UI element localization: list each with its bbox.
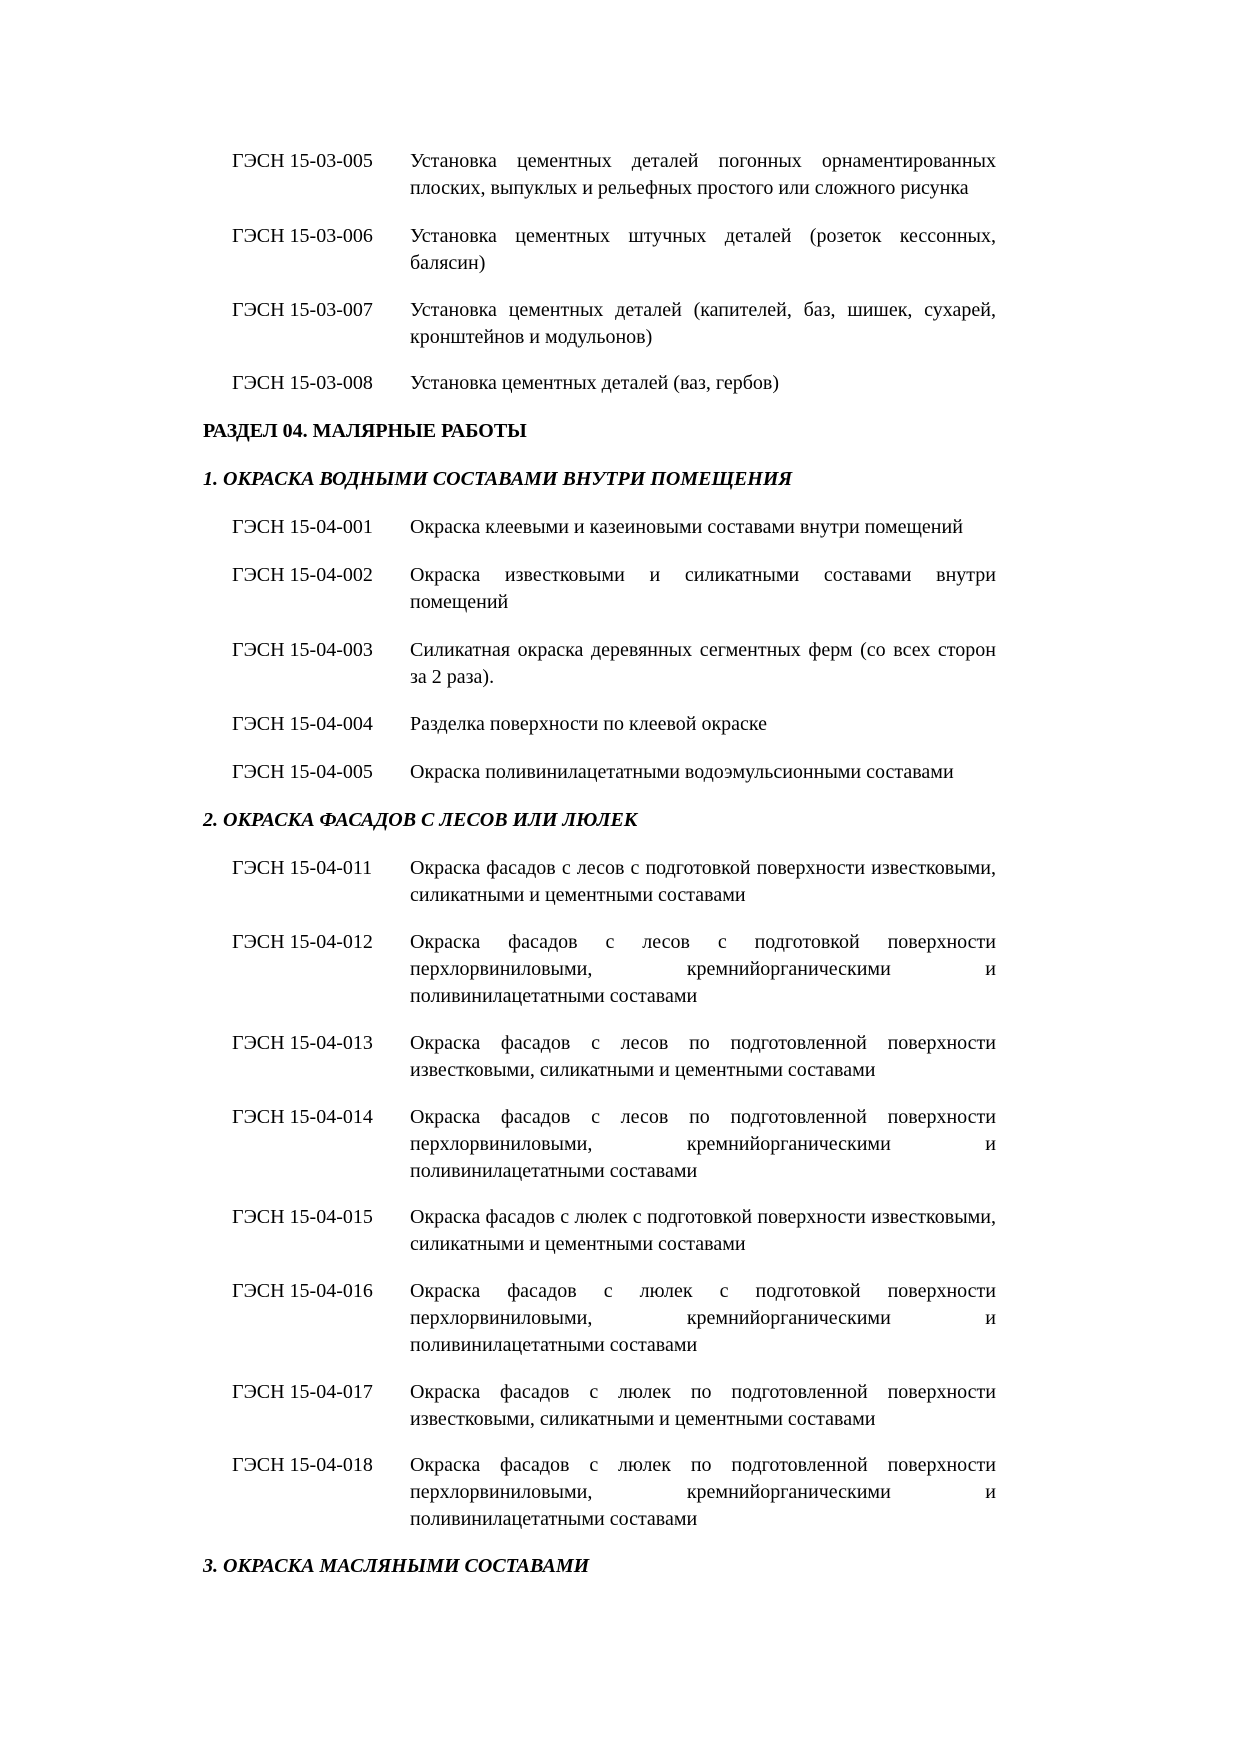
subsection-heading: 2. ОКРАСКА ФАСАДОВ С ЛЕСОВ ИЛИ ЛЮЛЕК bbox=[203, 809, 638, 831]
entry-description: Окраска фасадов с люлек по подготовленной поверхности перхлорвиниловыми, кремнийорганическими и поливинилацетатными составами bbox=[410, 1454, 996, 1530]
entry-description: Силикатная окраска деревянных сегментных ферм (со всех сторон за 2 раза). bbox=[410, 639, 996, 688]
entry-code: ГЭСН 15-03-008 bbox=[232, 372, 373, 394]
section-heading: РАЗДЕЛ 04. МАЛЯРНЫЕ РАБОТЫ bbox=[203, 420, 527, 442]
entry-code: ГЭСН 15-04-012 bbox=[232, 931, 373, 953]
entry-description: Окраска фасадов с лесов по подготовленной поверхности известковыми, силикатными и цементными составами bbox=[410, 1032, 996, 1081]
entry-description: Окраска фасадов с лесов с подготовкой поверхности перхлорвиниловыми, кремнийорганическими и поливинилацетатными составами bbox=[410, 931, 996, 1007]
entry-description: Окраска фасадов с люлек по подготовленной поверхности известковыми, силикатными и цементными составами bbox=[410, 1381, 996, 1430]
entry-code: ГЭСН 15-04-001 bbox=[232, 516, 373, 538]
entry-code: ГЭСН 15-03-005 bbox=[232, 150, 373, 172]
entry-code: ГЭСН 15-04-004 bbox=[232, 713, 373, 735]
entry-description: Установка цементных штучных деталей (розеток кессонных, балясин) bbox=[410, 225, 996, 274]
entry-code: ГЭСН 15-04-014 bbox=[232, 1106, 373, 1128]
entry-description: Установка цементных деталей (ваз, гербов) bbox=[410, 372, 779, 394]
entry-description: Установка цементных деталей (капителей, баз, шишек, сухарей, кронштейнов и модульонов) bbox=[410, 299, 996, 348]
entry-description: Установка цементных деталей погонных орнаментированных плоских, выпуклых и рельефных простого или сложного рисунка bbox=[410, 150, 996, 199]
entry-code: ГЭСН 15-04-017 bbox=[232, 1381, 373, 1403]
subsection-heading: 3. ОКРАСКА МАСЛЯНЫМИ СОСТАВАМИ bbox=[203, 1555, 590, 1577]
entry-description: Окраска поливинилацетатными водоэмульсионными составами bbox=[410, 761, 954, 783]
entry-code: ГЭСН 15-04-003 bbox=[232, 639, 373, 661]
entry-description: Окраска фасадов с люлек с подготовкой поверхности перхлорвиниловыми, кремнийорганическими и поливинилацетатными составами bbox=[410, 1280, 996, 1356]
entry-code: ГЭСН 15-04-005 bbox=[232, 761, 373, 783]
entry-code: ГЭСН 15-03-007 bbox=[232, 299, 373, 321]
entry-description: Окраска фасадов с люлек с подготовкой поверхности известковыми, силикатными и цементными составами bbox=[410, 1206, 996, 1255]
entry-code: ГЭСН 15-04-016 bbox=[232, 1280, 373, 1302]
entry-description: Окраска фасадов с лесов по подготовленной поверхности перхлорвиниловыми, кремнийорганическими и поливинилацетатными составами bbox=[410, 1106, 996, 1182]
entry-code: ГЭСН 15-04-018 bbox=[232, 1454, 373, 1476]
entry-code: ГЭСН 15-03-006 bbox=[232, 225, 373, 247]
entry-description: Окраска известковыми и силикатными составами внутри помещений bbox=[410, 564, 996, 613]
entry-description: Окраска фасадов с лесов с подготовкой поверхности известковыми, силикатными и цементными составами bbox=[410, 857, 996, 906]
subsection-heading: 1. ОКРАСКА ВОДНЫМИ СОСТАВАМИ ВНУТРИ ПОМЕЩЕНИЯ bbox=[203, 468, 793, 490]
entry-description: Разделка поверхности по клеевой окраске bbox=[410, 713, 768, 735]
entry-description: Окраска клеевыми и казеиновыми составами внутри помещений bbox=[410, 516, 963, 538]
entry-code: ГЭСН 15-04-011 bbox=[232, 857, 373, 879]
entry-code: ГЭСН 15-04-002 bbox=[232, 564, 373, 586]
entry-code: ГЭСН 15-04-015 bbox=[232, 1206, 373, 1228]
entry-code: ГЭСН 15-04-013 bbox=[232, 1032, 373, 1054]
